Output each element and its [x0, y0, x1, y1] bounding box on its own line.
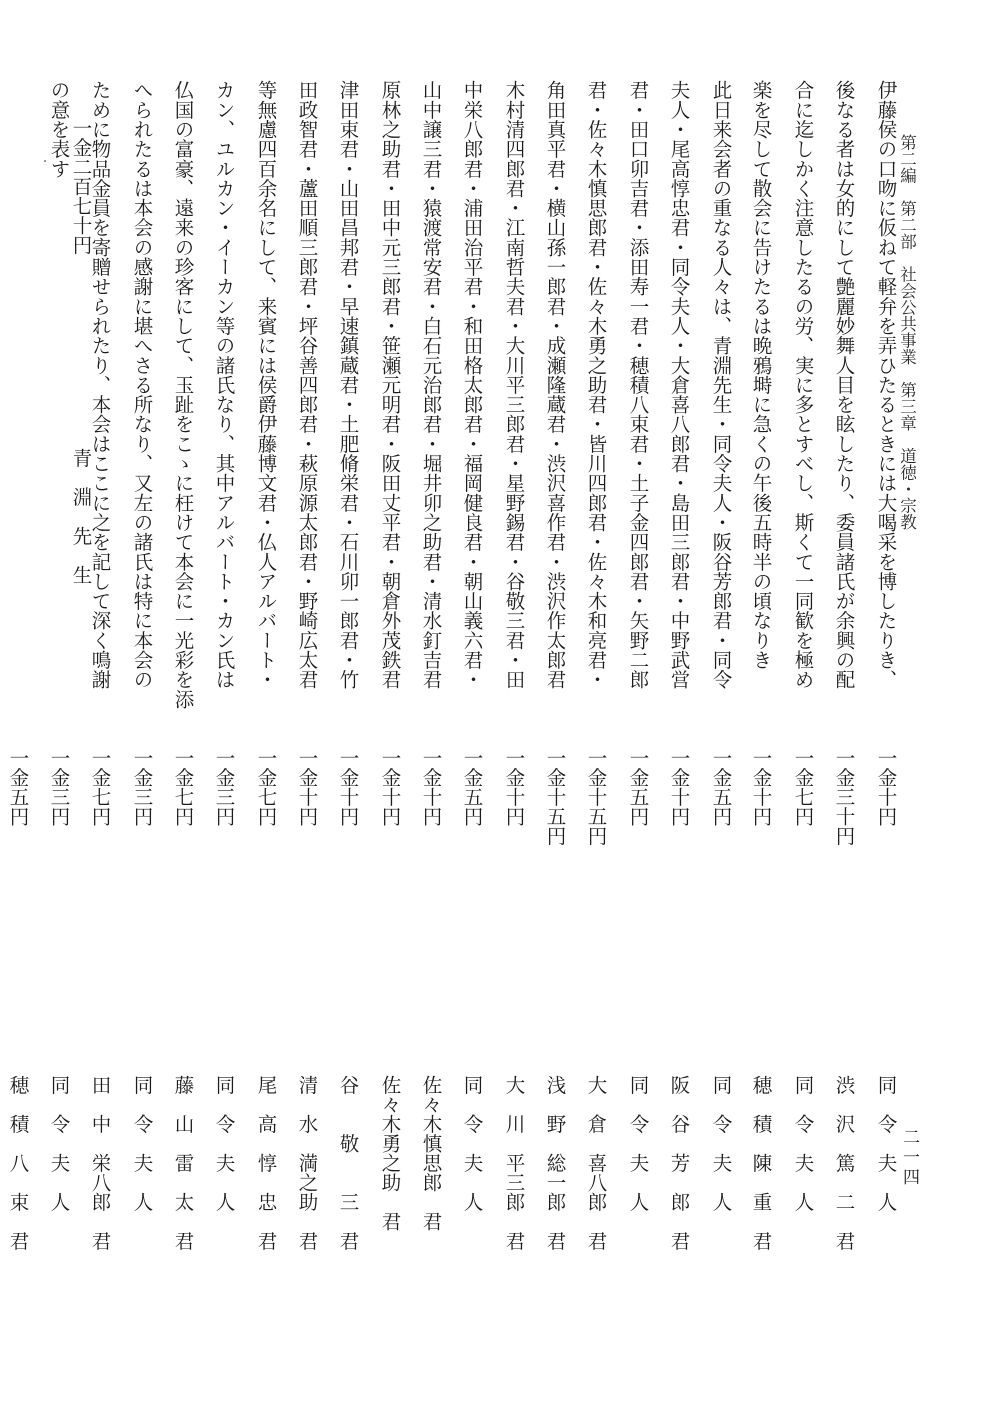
donation-name: 同 令 夫 人 [130, 1075, 154, 1212]
page-number: 二一四 [899, 1128, 919, 1188]
donation-name: 青 淵 先 生 [69, 448, 93, 585]
donation-name: 尾 高 惇 忠 君 [254, 1075, 278, 1251]
donation-name: 佐々木慎思郎 君 [419, 1075, 443, 1231]
donation-amount: 一金五円 [460, 748, 484, 826]
donation-amount: 一金五円 [626, 748, 650, 826]
body-line: 後なる者は女的にして艶麗妙舞人目を眩したり、委員諸氏が余興の配 [832, 80, 856, 690]
body-line: 楽を尽して散会に告けたるは晩鴉塒に急くの午後五時半の頃なりき [749, 80, 773, 670]
donation-amount: 一金十五円 [584, 748, 608, 846]
donation-name: 同 令 夫 人 [212, 1075, 236, 1212]
body-line: 山中譲三君・猿渡常安君・白石元治郎君・堀井卯之助君・清水釘吉君 [419, 80, 443, 690]
donation-amount: 一金十円 [874, 748, 898, 826]
donation-name: 同 令 夫 人 [47, 1075, 71, 1212]
donation-amount: 一金十円 [378, 748, 402, 826]
body-line: 君・佐々木慎思郎君・佐々木勇之助君・皆川四郎君・佐々木和亮君・ [584, 80, 608, 690]
donation-amount: 一金七円 [88, 748, 112, 826]
body-line: の意を表す [47, 80, 71, 179]
donation-name: 同 令 夫 人 [626, 1075, 650, 1212]
donation-name: 同 令 夫 人 [874, 1075, 898, 1212]
donation-name: 同 令 夫 人 [460, 1075, 484, 1212]
body-line: 此日来会者の重なる人々は、青淵先生・同令夫人・阪谷芳郎君・同令 [709, 80, 733, 690]
body-line: 合に迄しかく注意したるの労、実に多とすべし、斯くて一同歓を極め [791, 80, 815, 690]
body-line: 木村清四郎君・江南哲夫君・大川平三郎君・星野錫君・谷敬三君・田 [502, 80, 526, 690]
donation-name: 穂 積 陳 重 君 [749, 1075, 773, 1251]
donation-amount: 一金三円 [212, 748, 236, 826]
body-line: ために物品金員を寄贈せられたり、本会はここに之を記して深く鳴謝 [88, 80, 112, 690]
paper-speck [44, 160, 46, 162]
donation-name: 渋 沢 篤 二 君 [832, 1075, 856, 1251]
body-line: 中栄八郎君・浦田治平君・和田格太郎君・福岡健良君・朝山義六君・ [460, 80, 484, 690]
donation-name: 谷 敬 三 君 [336, 1075, 360, 1251]
donation-amount: 一金十円 [336, 748, 360, 826]
donation-amount: 一金十円 [502, 748, 526, 826]
body-line: 田政智君・蘆田順三郎君・坪谷善四郎君・萩原源太郎君・野崎広太君 [295, 80, 319, 690]
donation-amount: 一金二百七十円 [69, 118, 93, 255]
running-header: 第二編 第二部 社会公共事業 第三章 道徳・宗教 [897, 134, 917, 530]
donation-name: 大 倉 喜八郎 君 [584, 1075, 608, 1251]
donation-name: 清 水 満之助 君 [295, 1075, 319, 1251]
donation-amount: 一金三円 [47, 748, 71, 826]
donation-amount: 一金七円 [791, 748, 815, 826]
donation-name: 同 令 夫 人 [709, 1075, 733, 1212]
donation-name: 阪 谷 芳 郎 君 [667, 1075, 691, 1251]
donation-name: 藤 山 雷 太 君 [171, 1075, 195, 1251]
body-line: 等無慮四百余名にして、来賓には侯爵伊藤博文君・仏人アルバート・ [254, 80, 278, 690]
donation-amount: 一金三円 [130, 748, 154, 826]
donation-amount: 一金三十円 [832, 748, 856, 846]
donation-amount: 一金十円 [749, 748, 773, 826]
body-line: 角田真平君・横山孫一郎君・成瀬隆蔵君・渋沢喜作君・渋沢作太郎君 [543, 80, 567, 690]
donation-name: 佐々木勇之助 君 [378, 1075, 402, 1231]
body-line: 仏国の富豪、遠来の珍客にして、玉趾をこゝに枉けて本会に一光彩を添 [171, 80, 195, 709]
body-line: 津田束君・山田昌邦君・早速鎮蔵君・土肥脩栄君・石川卯一郎君・竹 [336, 80, 360, 690]
donation-name: 穂 積 八 束 君 [6, 1075, 30, 1251]
donation-amount: 一金七円 [254, 748, 278, 826]
donation-amount: 一金七円 [171, 748, 195, 826]
donation-amount: 一金十円 [419, 748, 443, 826]
body-line: カン、ユルカン・イーカン等の諸氏なり、其中アルバート・カン氏は [212, 80, 236, 690]
body-line: 伊藤侯の口吻に仮ねて軽弁を弄ひたるときには大喝采を博したりき、 [874, 80, 898, 690]
donation-name: 田 中 栄八郎 君 [88, 1075, 112, 1251]
donation-amount: 一金五円 [709, 748, 733, 826]
body-line: 原林之助君・田中元三郎君・笹瀬元明君・阪田丈平君・朝倉外茂鉄君 [378, 80, 402, 690]
donation-name: 浅 野 総一郎 君 [543, 1075, 567, 1251]
donation-amount: 一金十円 [667, 748, 691, 826]
body-line: 君・田口卯吉君・添田寿一君・穂積八束君・土子金四郎君・矢野二郎 [626, 80, 650, 690]
donation-amount: 一金十五円 [543, 748, 567, 846]
body-line: へられたるは本会の感謝に堪へさる所なり、又左の諸氏は特に本会の [130, 80, 154, 690]
body-line: 夫人・尾高惇忠君・同令夫人・大倉喜八郎君・島田三郎君・中野武営 [667, 80, 691, 690]
donation-amount: 一金十円 [295, 748, 319, 826]
donation-amount: 一金五円 [6, 748, 30, 826]
donation-name: 同 令 夫 人 [791, 1075, 815, 1212]
donation-name: 大 川 平三郎 君 [502, 1075, 526, 1251]
